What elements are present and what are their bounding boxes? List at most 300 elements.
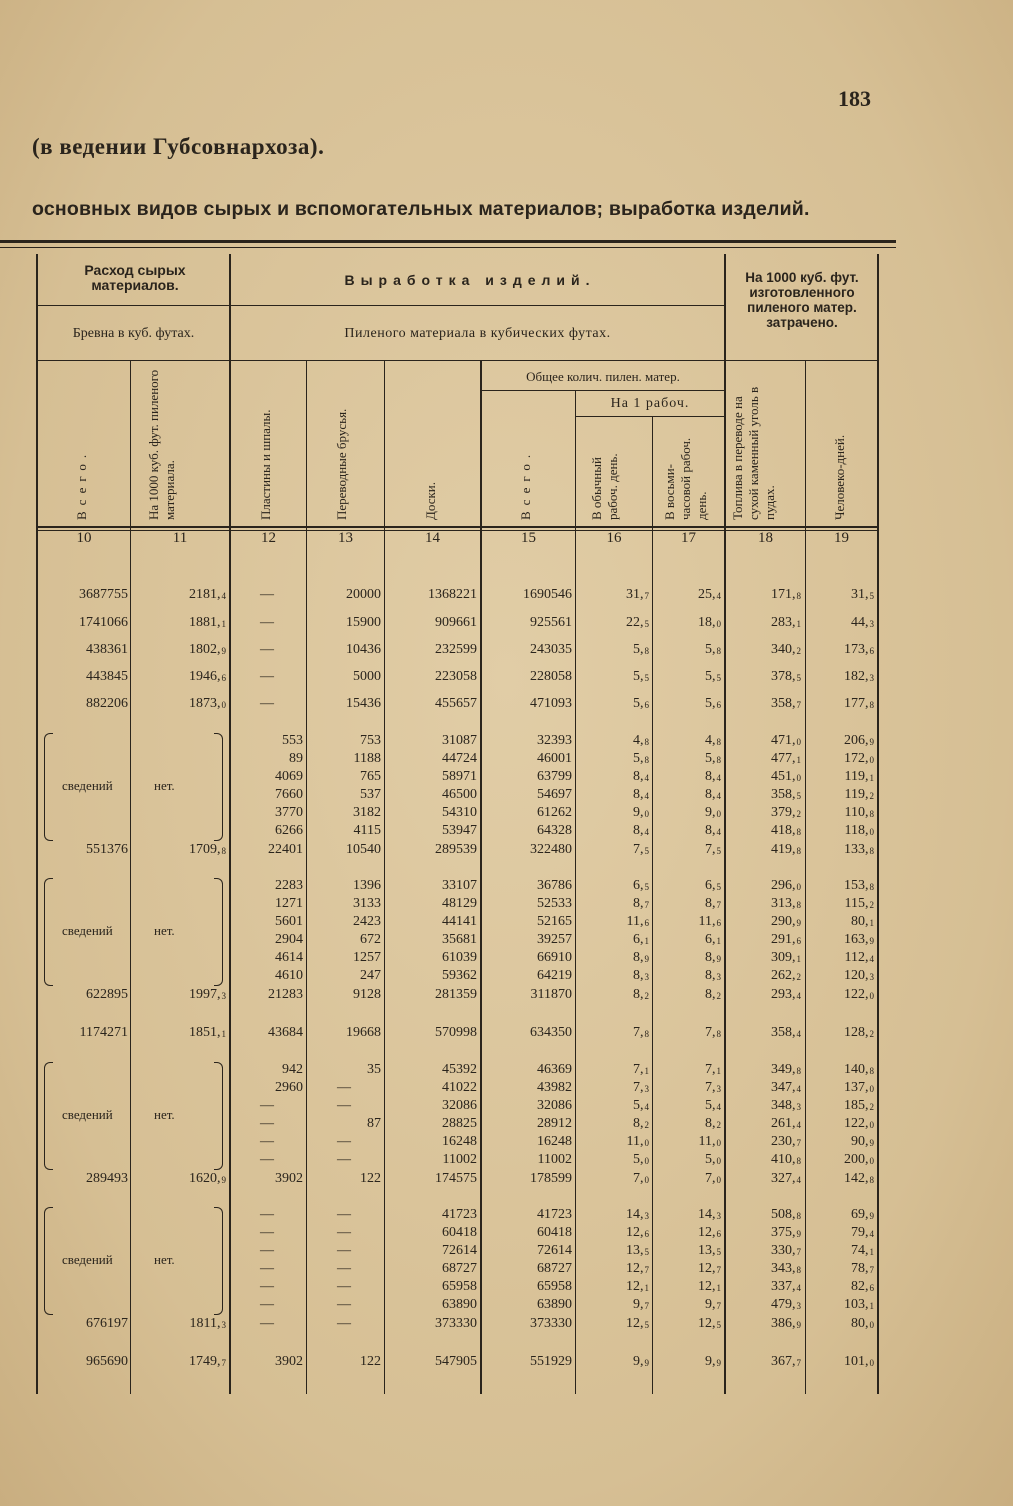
table-cell: $82,_6$ — [851, 1279, 874, 1294]
table-cell: — — [337, 1243, 351, 1258]
table-cell: $18,_0$ — [698, 615, 721, 630]
table-cell: 765 — [360, 769, 381, 784]
table-cell: 3902 — [275, 1354, 303, 1369]
table-cell: — — [260, 615, 274, 630]
table-cell: 48129 — [442, 896, 477, 911]
table-cell: $22,_5$ — [626, 615, 649, 630]
table-cell: 10436 — [346, 642, 381, 657]
table-cell: 3182 — [353, 805, 381, 820]
table-cell: $343,_8$ — [771, 1261, 801, 1276]
col-line — [652, 416, 653, 1394]
col-number: 18 — [758, 530, 773, 546]
table-cell: 61262 — [537, 805, 572, 820]
table-cell: 4115 — [353, 823, 381, 838]
table-cell: 622895 — [86, 987, 128, 1002]
table-cell: 28825 — [442, 1116, 477, 1131]
table-cell: $12,_7$ — [698, 1261, 721, 1276]
table-cell: 60418 — [442, 1225, 477, 1240]
table-cell: 174575 — [435, 1171, 477, 1186]
table-cell: $8,_4$ — [705, 769, 721, 784]
table-cell: $418,_8$ — [771, 823, 801, 838]
col-line — [805, 360, 806, 1394]
table-cell: $7,_1$ — [705, 1062, 721, 1077]
header-line — [480, 390, 725, 391]
table-cell: 6266 — [275, 823, 303, 838]
table-cell: $262,_2$ — [771, 968, 801, 983]
table-cell: 44141 — [442, 914, 477, 929]
table-cell: $386,_9$ — [771, 1316, 801, 1331]
table-cell: 33107 — [442, 878, 477, 893]
page-title: основных видов сырых и вспомогательных материалов; выработка изделий. — [32, 198, 810, 220]
table-cell: $1709,_8$ — [189, 842, 226, 857]
table-cell: $9,_0$ — [633, 805, 649, 820]
table-cell: — — [337, 1279, 351, 1294]
table-cell: $290,_9$ — [771, 914, 801, 929]
table-cell: 1368221 — [428, 587, 477, 602]
table-cell: 3902 — [275, 1171, 303, 1186]
table-cell: 46369 — [537, 1062, 572, 1077]
table-cell: $153,_8$ — [844, 878, 874, 893]
table-cell: $119,_1$ — [844, 769, 874, 784]
table-cell: $120,_3$ — [844, 968, 874, 983]
table-cell: $163,_9$ — [844, 932, 874, 947]
table-cell: $5,_4$ — [633, 1098, 649, 1113]
table-cell: — — [260, 696, 274, 711]
left-brace — [44, 1062, 53, 1170]
table-cell: 66910 — [537, 950, 572, 965]
table-cell: $261,_4$ — [771, 1116, 801, 1131]
table-cell: — — [337, 1152, 351, 1167]
table-cell: $171,_8$ — [771, 587, 801, 602]
table-cell: — — [260, 1116, 274, 1131]
table-cell: $69,_9$ — [851, 1207, 874, 1222]
table-cell: $8,_4$ — [633, 823, 649, 838]
left-brace — [44, 878, 53, 986]
table-cell: 32086 — [537, 1098, 572, 1113]
table-cell: 1741066 — [79, 615, 128, 630]
table-cell: 63890 — [442, 1297, 477, 1312]
table-cell: $291,_6$ — [771, 932, 801, 947]
table-cell: 7660 — [275, 787, 303, 802]
table-cell: $7,_8$ — [705, 1025, 721, 1040]
table-cell: 3133 — [353, 896, 381, 911]
left-brace — [44, 1207, 53, 1315]
table-cell: $177,_8$ — [844, 696, 874, 711]
table-cell: 46500 — [442, 787, 477, 802]
table-cell: $330,_7$ — [771, 1243, 801, 1258]
header-c13: Переводные брусья. — [334, 408, 349, 520]
table-cell: $8,_2$ — [633, 987, 649, 1002]
table-cell: 43982 — [537, 1080, 572, 1095]
table-cell: 281359 — [435, 987, 477, 1002]
table-cell: 32393 — [537, 733, 572, 748]
table-cell: — — [337, 1098, 351, 1113]
no-data-label: нет. — [154, 1252, 175, 1267]
table-cell: $11,_0$ — [626, 1134, 649, 1149]
table-cell: 65958 — [537, 1279, 572, 1294]
table-cell: 223058 — [435, 669, 477, 684]
table-cell: 59362 — [442, 968, 477, 983]
table-cell: $6,_1$ — [705, 932, 721, 947]
table-cell: 19668 — [346, 1025, 381, 1040]
page-number: 183 — [838, 86, 871, 111]
table-cell: $12,_6$ — [698, 1225, 721, 1240]
no-data-label: нет. — [154, 1107, 175, 1122]
table-cell: 32086 — [442, 1098, 477, 1113]
table-cell: $7,_5$ — [633, 842, 649, 857]
table-cell: $7,_1$ — [633, 1062, 649, 1077]
no-data-label: сведений — [62, 923, 113, 938]
table-cell: 68727 — [537, 1261, 572, 1276]
header-raw-materials: Расход сырых материалов. — [84, 262, 186, 293]
table-cell: — — [260, 1279, 274, 1294]
table-cell: 35 — [367, 1062, 381, 1077]
table-cell: — — [337, 1134, 351, 1149]
table-cell: 2904 — [275, 932, 303, 947]
col-number: 17 — [681, 530, 696, 546]
table-cell: 3770 — [275, 805, 303, 820]
table-cell: $296,_0$ — [771, 878, 801, 893]
table-cell: $112,_4$ — [844, 950, 874, 965]
header-per-worker: На 1 рабоч. — [610, 396, 690, 411]
table-cell: 289539 — [435, 842, 477, 857]
table-cell: 72614 — [442, 1243, 477, 1258]
table-cell: 10540 — [346, 842, 381, 857]
table-cell: — — [337, 1297, 351, 1312]
table-cell: 61039 — [442, 950, 477, 965]
header-line — [36, 305, 725, 306]
table-cell: 537 — [360, 787, 381, 802]
table-cell: $347,_4$ — [771, 1080, 801, 1095]
table-cell: $12,_5$ — [626, 1316, 649, 1331]
table-cell: 373330 — [530, 1316, 572, 1331]
table-cell: 52533 — [537, 896, 572, 911]
table-cell: $1881,_1$ — [189, 615, 226, 630]
header-total-sawn: Общее колич. пилен. матер. — [526, 369, 680, 384]
table-cell: $1873,_0$ — [189, 696, 226, 711]
table-cell: — — [260, 1134, 274, 1149]
table-cell: $173,_6$ — [844, 642, 874, 657]
table-cell: $118,_0$ — [844, 823, 874, 838]
table-cell: $358,_7$ — [771, 696, 801, 711]
table-cell: $25,_4$ — [698, 587, 721, 602]
col-line — [229, 254, 231, 1394]
table-cell: $6,_5$ — [705, 878, 721, 893]
table-cell: $7,_0$ — [633, 1171, 649, 1186]
table-cell: 547905 — [435, 1354, 477, 1369]
title-rule-thin — [0, 247, 896, 248]
table-cell: $140,_8$ — [844, 1062, 874, 1077]
table-cell: 44724 — [442, 751, 477, 766]
header-bottom-line — [36, 526, 878, 528]
page-subtitle: (в ведении Губсовнархоза). — [32, 134, 325, 159]
table-cell: $185,_2$ — [844, 1098, 874, 1113]
table-cell: $74,_1$ — [851, 1243, 874, 1258]
table-cell: $14,_3$ — [626, 1207, 649, 1222]
table-cell: $115,_2$ — [844, 896, 874, 911]
table-cell: — — [260, 1152, 274, 1167]
left-brace — [44, 733, 53, 841]
table-cell: $128,_2$ — [844, 1025, 874, 1040]
col-number: 19 — [834, 530, 849, 546]
table-cell: $293,_4$ — [771, 987, 801, 1002]
table-cell: $90,_9$ — [851, 1134, 874, 1149]
table-cell: $13,_5$ — [698, 1243, 721, 1258]
table-cell: — — [260, 587, 274, 602]
table-cell: 443845 — [86, 669, 128, 684]
table-cell: — — [260, 1261, 274, 1276]
table-cell: $419,_8$ — [771, 842, 801, 857]
table-cell: 41723 — [537, 1207, 572, 1222]
table-cell: $11,_6$ — [626, 914, 649, 929]
table-cell: 63799 — [537, 769, 572, 784]
table-cell: $337,_4$ — [771, 1279, 801, 1294]
table-cell: $182,_3$ — [844, 669, 874, 684]
table-cell: $78,_7$ — [851, 1261, 874, 1276]
table-cell: $101,_0$ — [844, 1354, 874, 1369]
table-cell: $1811,_3$ — [189, 1316, 226, 1331]
table-cell: 2283 — [275, 878, 303, 893]
table-cell: 65958 — [442, 1279, 477, 1294]
table-cell: 373330 — [435, 1316, 477, 1331]
table-cell: $9,_7$ — [705, 1297, 721, 1312]
table-cell: — — [260, 1243, 274, 1258]
header-c15: Всего. — [518, 448, 533, 520]
table-cell: 1690546 — [523, 587, 572, 602]
table-cell: 965690 — [86, 1354, 128, 1369]
table-cell: $8,_2$ — [633, 1116, 649, 1131]
table-cell: 39257 — [537, 932, 572, 947]
table-cell: 247 — [360, 968, 381, 983]
table-cell: 11002 — [442, 1152, 477, 1167]
table-cell: $451,_0$ — [771, 769, 801, 784]
table-cell: $12,_6$ — [626, 1225, 649, 1240]
table-cell: $379,_2$ — [771, 805, 801, 820]
table-cell: $9,_9$ — [705, 1354, 721, 1369]
right-brace — [214, 1207, 223, 1315]
table-cell: $8,_4$ — [633, 769, 649, 784]
table-cell: 243035 — [530, 642, 572, 657]
right-brace — [214, 878, 223, 986]
table-cell: $7,_5$ — [705, 842, 721, 857]
col-line — [480, 360, 482, 1394]
table-cell: 46001 — [537, 751, 572, 766]
table-cell: $79,_4$ — [851, 1225, 874, 1240]
table-cell: $5,_8$ — [633, 751, 649, 766]
table-cell: $31,_7$ — [626, 587, 649, 602]
table-cell: 63890 — [537, 1297, 572, 1312]
table-cell: 15436 — [346, 696, 381, 711]
table-cell: — — [260, 1297, 274, 1312]
table-cell: $119,_2$ — [844, 787, 874, 802]
header-line — [575, 416, 725, 417]
col-line — [724, 254, 726, 1394]
table-cell: 672 — [360, 932, 381, 947]
table-cell: $349,_8$ — [771, 1062, 801, 1077]
table-cell: 54310 — [442, 805, 477, 820]
header-c18 — [730, 370, 778, 520]
table-cell: 1174271 — [79, 1025, 128, 1040]
table-cell: $8,_2$ — [705, 1116, 721, 1131]
table-cell: 68727 — [442, 1261, 477, 1276]
table-cell: $12,_5$ — [698, 1316, 721, 1331]
table-cell: $6,_1$ — [633, 932, 649, 947]
table-cell: 89 — [289, 751, 303, 766]
table-cell: $367,_7$ — [771, 1354, 801, 1369]
table-cell: 20000 — [346, 587, 381, 602]
col-number: 15 — [521, 530, 536, 546]
table-border-right — [877, 254, 879, 1394]
table-cell: — — [337, 1225, 351, 1240]
header-c19: Человеко-дней. — [832, 434, 847, 520]
table-cell: $358,_5$ — [771, 787, 801, 802]
table-cell: $14,_3$ — [698, 1207, 721, 1222]
table-cell: 553 — [282, 733, 303, 748]
table-cell: $2181,_4$ — [189, 587, 226, 602]
table-cell: $8,_4$ — [633, 787, 649, 802]
table-cell: $4,_8$ — [705, 733, 721, 748]
col-number: 11 — [172, 530, 188, 546]
header-logs: Бревна в куб. футах. — [72, 326, 195, 341]
table-cell: $6,_5$ — [633, 878, 649, 893]
table-cell: $103,_1$ — [844, 1297, 874, 1312]
table-cell: $7,_8$ — [633, 1025, 649, 1040]
table-cell: 16248 — [442, 1134, 477, 1149]
table-cell: 455657 — [435, 696, 477, 711]
no-data-label: сведений — [62, 1107, 113, 1122]
table-cell: $8,_3$ — [705, 968, 721, 983]
table-cell: $5,_6$ — [633, 696, 649, 711]
table-cell: $230,_7$ — [771, 1134, 801, 1149]
table-cell: $12,_1$ — [698, 1279, 721, 1294]
table-cell: $5,_0$ — [705, 1152, 721, 1167]
table-cell: 21283 — [268, 987, 303, 1002]
header-per-1000: На 1000 куб. фут. изготовленного пиленого матер. затрачено. — [745, 270, 859, 330]
table-cell: 1271 — [275, 896, 303, 911]
table-cell: 4069 — [275, 769, 303, 784]
table-cell: 322480 — [530, 842, 572, 857]
table-cell: 54697 — [537, 787, 572, 802]
table-cell: $11,_0$ — [698, 1134, 721, 1149]
header-output: Выработка изделий. — [344, 272, 596, 288]
table-cell: — — [337, 1207, 351, 1222]
table-cell: $31,_5$ — [851, 587, 874, 602]
table-cell: — — [260, 642, 274, 657]
table-cell: $13,_5$ — [626, 1243, 649, 1258]
header-c11-text: На 1000 куб. фут. пиленого материала. — [146, 369, 177, 520]
table-cell: 58971 — [442, 769, 477, 784]
table-cell: 41723 — [442, 1207, 477, 1222]
table-cell: $348,_3$ — [771, 1098, 801, 1113]
table-cell: — — [337, 1261, 351, 1276]
table-cell: 60418 — [537, 1225, 572, 1240]
table-cell: $1997,_3$ — [189, 987, 226, 1002]
table-cell: $12,_7$ — [626, 1261, 649, 1276]
table-cell: $283,_1$ — [771, 615, 801, 630]
table-cell: $9,_7$ — [633, 1297, 649, 1312]
table-cell: $8,_3$ — [633, 968, 649, 983]
table-cell: 52165 — [537, 914, 572, 929]
table-cell: $8,_4$ — [705, 787, 721, 802]
table-cell: $5,_8$ — [705, 642, 721, 657]
table-cell: 4614 — [275, 950, 303, 965]
table-cell: 4610 — [275, 968, 303, 983]
table-cell: $137,_0$ — [844, 1080, 874, 1095]
table-cell: $1802,_9$ — [189, 642, 226, 657]
table-cell: $375,_9$ — [771, 1225, 801, 1240]
table-cell: 16248 — [537, 1134, 572, 1149]
header-c12: Пластины и шпалы. — [258, 409, 273, 520]
table-cell: 36786 — [537, 878, 572, 893]
col-number: 10 — [76, 530, 92, 546]
table-cell: 2423 — [353, 914, 381, 929]
table-cell: 5000 — [353, 669, 381, 684]
table-cell: 31087 — [442, 733, 477, 748]
table-cell: 9128 — [353, 987, 381, 1002]
table-cell: 232599 — [435, 642, 477, 657]
table-cell: 28912 — [537, 1116, 572, 1131]
table-cell: 64219 — [537, 968, 572, 983]
table-cell: 1396 — [353, 878, 381, 893]
table-cell: $11,_6$ — [698, 914, 721, 929]
col-number: 16 — [606, 530, 622, 546]
table-cell: — — [260, 1098, 274, 1113]
table-cell: $309,_1$ — [771, 950, 801, 965]
table-cell: 35681 — [442, 932, 477, 947]
table-cell: — — [337, 1080, 351, 1095]
table-cell: $200,_0$ — [844, 1152, 874, 1167]
table-cell: $1749,_7$ — [189, 1354, 226, 1369]
table-cell: 87 — [367, 1116, 381, 1131]
table-cell: 570998 — [435, 1025, 477, 1040]
table-cell: — — [260, 1225, 274, 1240]
table-cell: $1946,_6$ — [189, 669, 226, 684]
table-cell: $7,_3$ — [633, 1080, 649, 1095]
col-number: 12 — [261, 530, 276, 546]
table-cell: $479,_3$ — [771, 1297, 801, 1312]
table-cell: 676197 — [86, 1316, 128, 1331]
table-cell: $7,_0$ — [705, 1171, 721, 1186]
col-number: 14 — [425, 530, 440, 546]
right-brace — [214, 1062, 223, 1170]
table-cell: 3687755 — [79, 587, 128, 602]
table-cell: $5,_5$ — [705, 669, 721, 684]
header-c11 — [146, 360, 178, 520]
table-cell: — — [260, 1316, 274, 1331]
table-cell: $358,_4$ — [771, 1025, 801, 1040]
header-sawn-material: Пиленого материала в кубических футах. — [344, 326, 611, 341]
col-number: 13 — [338, 530, 353, 546]
table-cell: 909661 — [435, 615, 477, 630]
table-cell: 471093 — [530, 696, 572, 711]
table-cell: — — [260, 1207, 274, 1222]
no-data-label: нет. — [154, 923, 175, 938]
table-cell: $9,_9$ — [633, 1354, 649, 1369]
table-cell: $80,_1$ — [851, 914, 874, 929]
header-c14: Доски. — [423, 482, 438, 520]
table-cell: $8,_7$ — [705, 896, 721, 911]
header-c16 — [589, 420, 621, 520]
table-cell: 5601 — [275, 914, 303, 929]
table-cell: 942 — [282, 1062, 303, 1077]
table-cell: $122,_0$ — [844, 987, 874, 1002]
table-cell: $8,_9$ — [705, 950, 721, 965]
table-cell: 122 — [360, 1171, 381, 1186]
table-cell: 634350 — [530, 1025, 572, 1040]
table-cell: 15900 — [346, 615, 381, 630]
table-cell: 22401 — [268, 842, 303, 857]
table-cell: 228058 — [530, 669, 572, 684]
